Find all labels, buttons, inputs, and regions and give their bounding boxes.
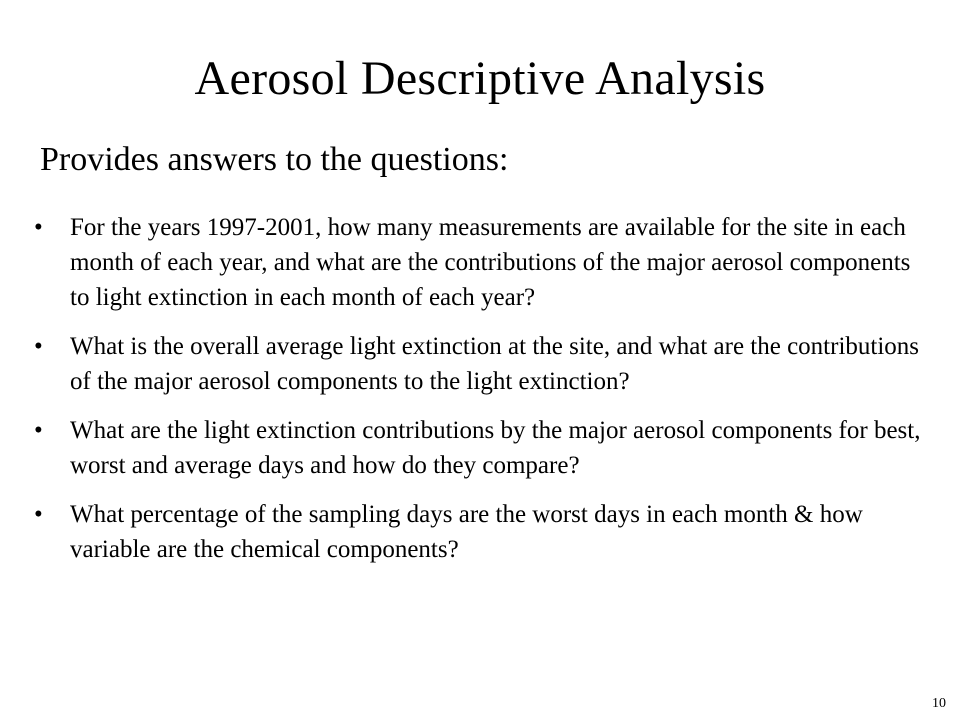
bullet-marker: • bbox=[34, 333, 43, 360]
slide-subtitle: Provides answers to the questions: bbox=[40, 141, 509, 178]
bullet-item bbox=[34, 413, 930, 483]
bullet-marker: • bbox=[34, 501, 43, 528]
bullet-item bbox=[34, 497, 930, 567]
bullet-item bbox=[34, 329, 930, 399]
bullet-list bbox=[34, 210, 930, 581]
bullet-text: What is the overall average light extinction at the site, and what are the contributions of the major aerosol components to the light extinction? bbox=[70, 333, 920, 395]
bullet-marker: • bbox=[34, 417, 43, 444]
slide-title: Aerosol Descriptive Analysis bbox=[194, 52, 766, 105]
bullet-text: What are the light extinction contributions by the major aerosol components for best, worst and average days and how do they compare? bbox=[70, 417, 921, 479]
bullet-text: For the years 1997-2001, how many measurements are available for the site in each month of each year, and what are the contributions of the major aerosol components to light extinction in each month of each year? bbox=[70, 214, 911, 311]
bullet-marker: • bbox=[34, 214, 43, 241]
bullet-item bbox=[34, 210, 930, 315]
bullet-text: What percentage of the sampling days are the worst days in each month & how variable are the chemical components? bbox=[70, 501, 863, 563]
page-number: 10 bbox=[932, 696, 946, 711]
